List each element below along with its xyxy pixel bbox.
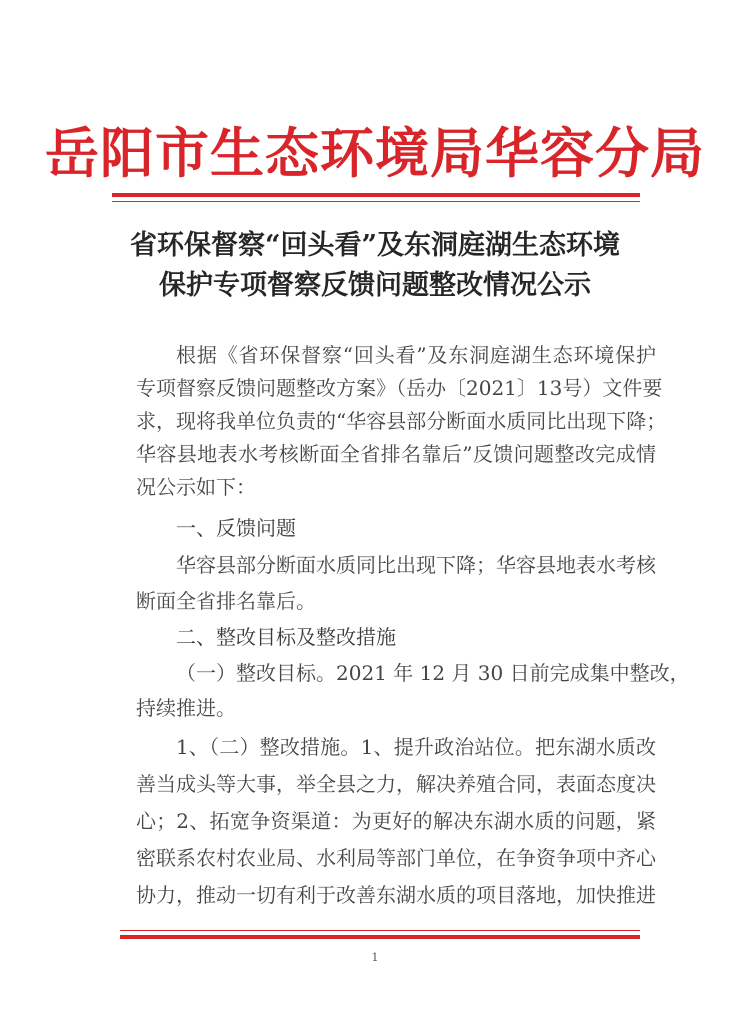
section-1-line-2: 断面全省排名靠后。 <box>136 589 316 613</box>
document-title-line-2: 保护专项督察反馈问题整改情况公示 <box>159 270 591 301</box>
organization-header: 岳阳市生态环境局华容分局 <box>45 121 705 185</box>
section-1-heading: 一、反馈问题 <box>176 516 296 540</box>
intro-line-3: 求，现将我单位负责的“华容县部分断面水质同比出现下降； <box>136 409 667 433</box>
measures-line-5: 协力，推动一切有利于改善东湖水质的项目落地，加快推进 <box>136 883 656 907</box>
footer-rule-thick <box>120 935 640 939</box>
intro-line-4: 华容县地表水考核断面全省排名靠后”反馈问题整改完成情 <box>136 442 656 466</box>
document-title-line-1: 省环保督察“回头看”及东洞庭湖生态环境 <box>129 230 621 261</box>
footer-rule-thin <box>120 930 640 931</box>
section-1-line-1: 华容县部分断面水质同比出现下降；华容县地表水考核 <box>176 553 656 577</box>
header-rule-thin <box>112 201 640 202</box>
section-2-heading: 二、整改目标及整改措施 <box>176 625 396 649</box>
intro-line-5: 况公示如下： <box>136 475 256 499</box>
measures-line-2: 善当成头等大事，举全县之力，解决养殖合同，表面态度决 <box>136 772 656 796</box>
goal-line-1: （一）整改目标。2021 年 12 月 30 日前完成集中整改， <box>176 661 690 685</box>
measures-line-1: 1、（二）整改措施。1、提升政治站位。把东湖水质改 <box>176 735 656 759</box>
measures-line-3: 心；2、拓宽争资渠道：为更好的解决东湖水质的问题，紧 <box>136 809 656 833</box>
intro-line-1: 根据《省环保督察“回头看”及东洞庭湖生态环境保护 <box>176 343 656 367</box>
page-number: 1 <box>371 951 379 964</box>
intro-line-2: 专项督察反馈问题整改方案》（岳办〔2021〕13号）文件要 <box>136 376 663 400</box>
header-rule-thick <box>112 193 640 197</box>
measures-line-4: 密联系农村农业局、水利局等部门单位，在争资争项中齐心 <box>136 846 656 870</box>
goal-line-2: 持续推进。 <box>136 696 236 720</box>
